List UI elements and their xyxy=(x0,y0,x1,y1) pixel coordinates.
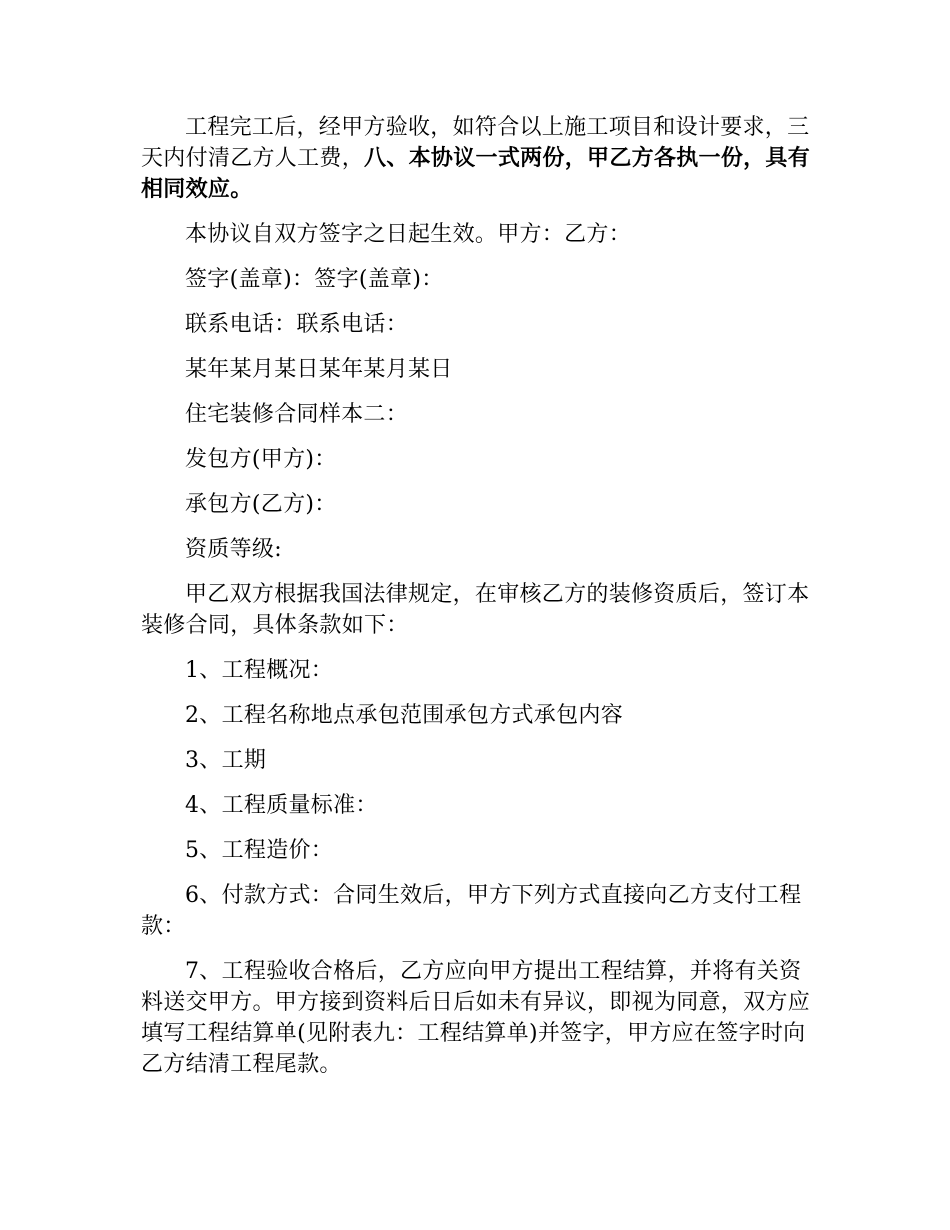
paragraph-bold-clause: 八、本协议一式两份，甲乙方各执一份，具有相同效应。 xyxy=(141,145,811,202)
paragraph-date: 某年某月某日某年某月某日 xyxy=(185,357,453,382)
paragraph-party-b: 承包方(乙方)： xyxy=(185,492,337,517)
paragraph-item-5: 5、工程造价： xyxy=(185,838,334,863)
paragraph-item-2: 2、工程名称地点承包范围承包方式承包内容 xyxy=(185,703,623,728)
paragraph-qualification: 资质等级: xyxy=(185,537,282,562)
paragraph-item-4: 4、工程质量标准： xyxy=(185,793,378,818)
paragraph-text: 工程完工后，经甲方验收，如符合以上施工项目和设计要求，三天内付清乙方人工费， xyxy=(141,115,810,171)
paragraph-item-1: 1、工程概况： xyxy=(185,658,334,683)
document-page xyxy=(141,112,821,1094)
paragraph-item-6: 6、付款方式：合同生效后，甲方下列方式直接向乙方支付工程款： xyxy=(141,883,802,939)
paragraph-effective-date: 本协议自双方签字之日起生效。甲方：乙方： xyxy=(185,222,632,247)
paragraph-sample-title: 住宅装修合同样本二： xyxy=(185,402,409,427)
paragraph-item-7: 7、工程验收合格后，乙方应向甲方提出工程结算，并将有关资料送交甲方。甲方接到资料后日后如未有异议，即视为同意，双方应填写工程结算单(见附表九：工程结算单)并签字，甲方应在签字时向乙方结清工程尾款。 xyxy=(141,959,811,1077)
paragraph-item-3: 3、工期 xyxy=(185,748,267,773)
paragraph-completion-payment xyxy=(141,112,821,205)
paragraph-phone: 联系电话：联系电话： xyxy=(185,312,409,337)
paragraph-party-a: 发包方(甲方)： xyxy=(185,447,337,472)
paragraph-signature: 签字(盖章)：签字(盖章)： xyxy=(185,267,444,292)
paragraph-intro: 甲乙双方根据我国法律规定，在审核乙方的装修资质后，签订本装修合同，具体条款如下： xyxy=(141,582,810,638)
